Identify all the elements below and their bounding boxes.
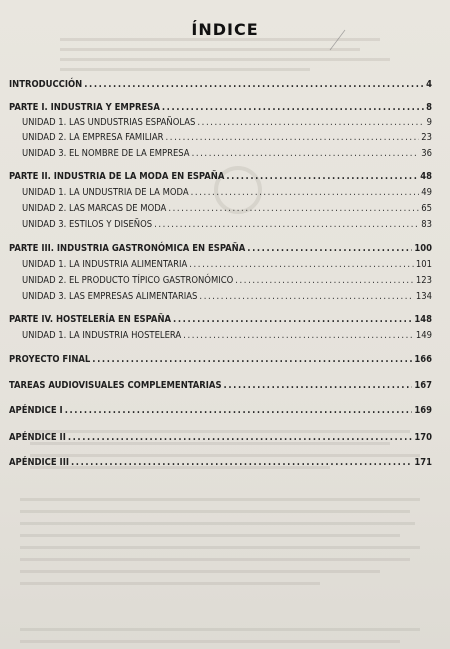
toc-entry-page: 65 xyxy=(421,203,432,214)
toc-entry-label: UNIDAD 2. EL PRODUCTO TÍPICO GASTRONÓMICO xyxy=(22,275,234,286)
toc-entry-label: UNIDAD 1. LAS UNDUSTRIAS ESPAÑOLAS xyxy=(22,117,196,128)
toc-entry-label: UNIDAD 2. LAS MARCAS DE MODA xyxy=(22,203,167,214)
toc-leader-dots xyxy=(166,131,420,144)
toc-entry xyxy=(22,218,432,231)
toc-leader-dots xyxy=(71,456,412,469)
page-title: ÍNDICE xyxy=(191,20,259,39)
toc-entry-label: UNIDAD 3. EL NOMBRE DE LA EMPRESA xyxy=(22,148,190,159)
toc-leader-dots xyxy=(235,274,414,287)
toc-entry-page: 149 xyxy=(415,330,432,341)
toc-entry-label: PARTE I. INDUSTRIA Y EMPRESA xyxy=(9,102,160,113)
toc-leader-dots xyxy=(154,218,419,231)
toc-entry xyxy=(9,170,432,183)
toc-entry-page: 8 xyxy=(426,102,432,113)
toc-leader-dots xyxy=(224,379,413,392)
toc-entry-label: APÉNDICE II xyxy=(9,432,66,443)
toc-entry-page: 167 xyxy=(414,380,432,391)
toc-leader-dots xyxy=(92,353,412,366)
toc-entry-page: 49 xyxy=(421,187,432,198)
toc-entry-page: 148 xyxy=(414,314,432,325)
toc-entry-label: PROYECTO FINAL xyxy=(9,354,91,365)
toc-entry-page: 101 xyxy=(415,259,432,270)
toc-leader-dots xyxy=(191,186,420,199)
toc-entry-label: UNIDAD 1. LA INDUSTRIA ALIMENTARIA xyxy=(22,259,188,270)
toc-entry xyxy=(22,290,432,303)
toc-entry xyxy=(9,456,432,469)
toc-entry xyxy=(22,186,432,199)
toc-entry-page: 170 xyxy=(414,432,432,443)
toc-leader-dots xyxy=(192,147,420,160)
toc-leader-dots xyxy=(199,290,413,303)
toc-entry xyxy=(22,116,432,129)
toc-entry xyxy=(9,379,432,392)
toc-entry-label: UNIDAD 1. LA UNDUSTRIA DE LA MODA xyxy=(22,187,189,198)
toc-entry xyxy=(9,313,432,326)
toc-entry xyxy=(9,431,432,444)
toc-leader-dots xyxy=(173,313,412,326)
toc-entry-label: PARTE II. INDUSTRIA DE LA MODA EN ESPAÑA xyxy=(9,171,225,182)
toc-entry xyxy=(22,147,432,160)
toc-entry-label: APÉNDICE III xyxy=(9,457,69,468)
toc-entry-label: UNIDAD 3. ESTILOS Y DISEÑOS xyxy=(22,219,153,230)
toc-leader-dots xyxy=(162,101,424,114)
toc-entry-page: 100 xyxy=(414,243,432,254)
toc-entry xyxy=(9,101,432,114)
toc-leader-dots xyxy=(247,242,412,255)
toc-entry-page: 23 xyxy=(421,132,432,143)
toc-leader-dots xyxy=(226,170,418,183)
toc-leader-dots xyxy=(183,329,414,342)
toc-entry-label: INTRODUCCIÓN xyxy=(9,79,83,90)
toc-entry-label: PARTE IV. HOSTELERÍA EN ESPAÑA xyxy=(9,314,172,325)
toc-leader-dots xyxy=(197,116,424,129)
toc-entry xyxy=(9,78,432,91)
toc-entry xyxy=(9,353,432,366)
toc-entry-page: 166 xyxy=(414,354,432,365)
toc-entry xyxy=(22,131,432,144)
toc-entry xyxy=(9,404,432,417)
toc-entry-page: 134 xyxy=(415,291,432,302)
toc-entry-page: 48 xyxy=(420,171,432,182)
toc-entry-label: UNIDAD 1. LA INDUSTRIA HOSTELERA xyxy=(22,330,182,341)
toc-entry-page: 171 xyxy=(414,457,432,468)
toc-entry-page: 36 xyxy=(421,148,432,159)
toc-entry-label: UNIDAD 2. LA EMPRESA FAMILIAR xyxy=(22,132,164,143)
toc-entry-page: 4 xyxy=(426,79,432,90)
toc-leader-dots xyxy=(189,258,414,271)
toc-entry xyxy=(9,242,432,255)
toc-entry-page: 123 xyxy=(415,275,432,286)
toc-entry-page: 83 xyxy=(421,219,432,230)
toc-leader-dots xyxy=(65,404,413,417)
toc-entry xyxy=(22,202,432,215)
toc-entry-label: PARTE III. INDUSTRIA GASTRONÓMICA EN ESPAÑA xyxy=(9,243,246,254)
toc-entry-label: UNIDAD 3. LAS EMPRESAS ALIMENTARIAS xyxy=(22,291,198,302)
toc-leader-dots xyxy=(84,78,424,91)
toc-entry-page: 169 xyxy=(414,405,432,416)
toc-entry xyxy=(22,329,432,342)
toc-leader-dots xyxy=(68,431,413,444)
toc-entry xyxy=(22,274,432,287)
toc-leader-dots xyxy=(168,202,419,215)
toc-entry xyxy=(22,258,432,271)
toc-entry-page: 9 xyxy=(426,117,432,128)
toc-entry-label: APÉNDICE I xyxy=(9,405,63,416)
toc-entry-label: TAREAS AUDIOVISUALES COMPLEMENTARIAS xyxy=(9,380,222,391)
